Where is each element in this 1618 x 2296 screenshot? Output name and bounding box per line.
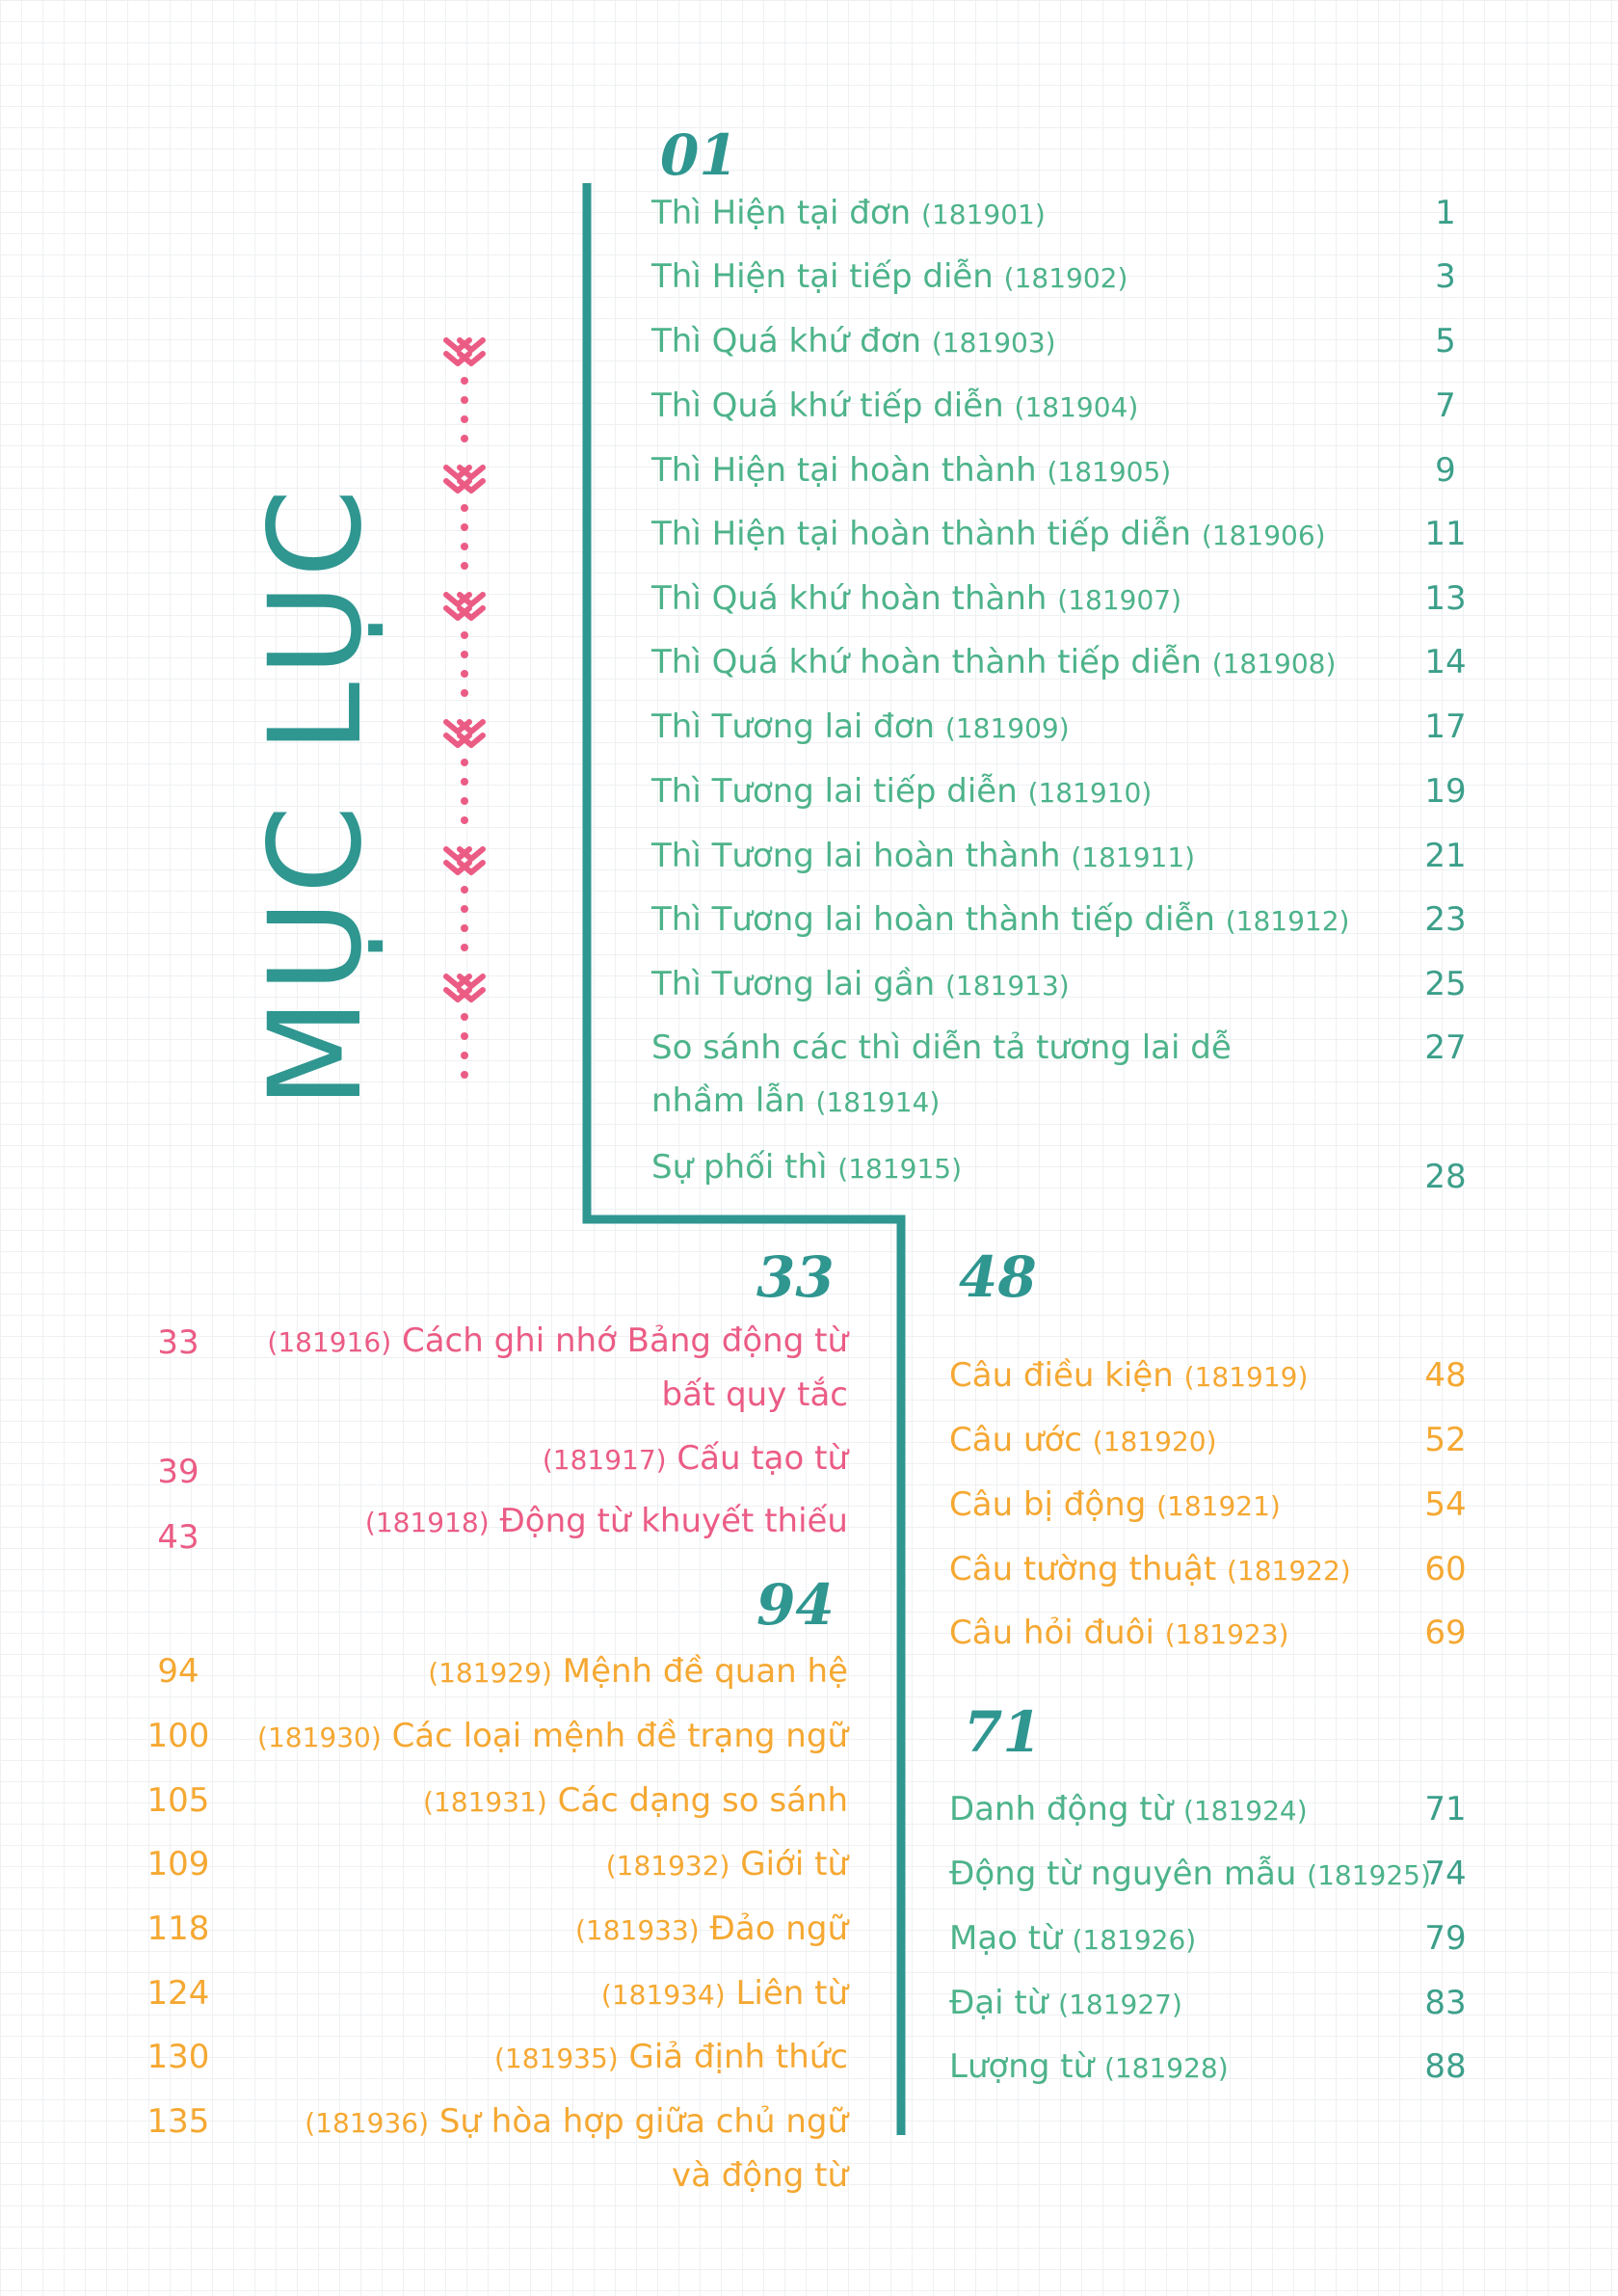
toc-entry[interactable]	[949, 1607, 1288, 1661]
entry-code: (181907)	[1057, 584, 1182, 616]
entry-title: Thì Tương lai hoàn thành	[651, 837, 1061, 875]
entry-title: Cấu tạo từ	[676, 1439, 848, 1478]
entry-title: Liên từ	[735, 1974, 848, 2013]
toc-entry[interactable]	[305, 2096, 848, 2203]
toc-entry[interactable]	[575, 1903, 848, 1957]
page-title: MỤC LỤC	[242, 483, 390, 1108]
entry-code: (181916)	[267, 1326, 392, 1358]
section-number-94: 94	[756, 1572, 835, 1638]
toc-entry[interactable]	[651, 573, 1181, 627]
entry-code: (181905)	[1047, 456, 1172, 488]
entry-title: Thì Quá khứ đơn	[651, 322, 922, 360]
entry-page: 23	[1424, 900, 1467, 939]
entry-title: Thì Quá khứ hoàn thành	[651, 579, 1048, 618]
entry-title: Các loại mệnh đề trạng ngữ	[391, 1717, 848, 1755]
entry-code: (181933)	[574, 1914, 700, 1946]
toc-entry[interactable]	[651, 251, 1127, 305]
entry-title: Câu hỏi đuôi	[949, 1614, 1154, 1652]
entry-page: 100	[146, 1717, 210, 1755]
entry-title: Các dạng so sánh	[557, 1781, 848, 1820]
entry-title-line2: nhầm lẫn	[651, 1081, 806, 1120]
entry-page: 52	[1424, 1421, 1467, 1459]
chevron-ornament	[438, 333, 496, 1094]
entry-title: Mệnh đề quan hệ	[562, 1652, 848, 1691]
entry-title: Câu bị động	[949, 1485, 1147, 1524]
entry-page: 39	[157, 1453, 199, 1491]
entry-page: 88	[1424, 2047, 1467, 2086]
entry-title-line2: và động từ	[672, 2156, 848, 2195]
toc-entry[interactable]	[651, 894, 1349, 948]
entry-page: 124	[146, 1974, 210, 2013]
entry-code: (181936)	[305, 2107, 430, 2139]
entry-code: (181927)	[1058, 1989, 1182, 2020]
entry-code: (181909)	[944, 712, 1070, 744]
entry-code: (181912)	[1225, 905, 1350, 937]
toc-entry[interactable]	[949, 1479, 1281, 1533]
entry-code: (181918)	[364, 1507, 490, 1538]
entry-page: 94	[157, 1652, 199, 1691]
section-number-71: 71	[964, 1699, 1042, 1765]
entry-title: Câu tường thuật	[949, 1550, 1217, 1589]
entry-code: (181934)	[600, 1979, 726, 2011]
entry-title: Thì Hiện tại đơn	[651, 194, 912, 232]
entry-code: (181908)	[1211, 648, 1337, 680]
entry-code: (181902)	[1003, 262, 1128, 294]
entry-title: Giả định thức	[628, 2038, 848, 2076]
toc-entry[interactable]	[651, 315, 1056, 369]
toc-entry[interactable]	[601, 1967, 848, 2021]
entry-title: Thì Tương lai tiếp diễn	[651, 772, 1018, 811]
entry-page: 25	[1424, 965, 1467, 1003]
entry-page: 28	[1424, 1158, 1467, 1196]
entry-page: 60	[1424, 1550, 1467, 1589]
entry-page: 69	[1424, 1614, 1467, 1652]
toc-entry[interactable]	[606, 1838, 848, 1892]
section-number-01: 01	[660, 122, 738, 188]
entry-code: (181901)	[921, 199, 1046, 230]
entry-code: (181913)	[944, 970, 1070, 1001]
entry-page: 71	[1424, 1790, 1467, 1829]
entry-page: 79	[1424, 1919, 1467, 1958]
entry-code: (181904)	[1014, 391, 1139, 423]
entry-page: 3	[1435, 257, 1456, 296]
entry-code: (181919)	[1183, 1361, 1309, 1393]
entry-page: 135	[146, 2102, 210, 2141]
entry-page: 14	[1424, 643, 1467, 681]
toc-entry[interactable]	[651, 958, 1070, 1012]
entry-page: 21	[1424, 837, 1467, 875]
entry-page: 19	[1424, 772, 1467, 811]
entry-page: 7	[1435, 387, 1456, 425]
entry-page: 9	[1435, 451, 1456, 490]
toc-entry[interactable]	[949, 1912, 1196, 1966]
entry-title: Thì Quá khứ hoàn thành tiếp diễn	[651, 643, 1202, 681]
entry-title: Động từ khuyết thiếu	[499, 1502, 848, 1540]
entry-page: 13	[1424, 579, 1467, 618]
entry-title-line1: Sự hòa hợp giữa chủ ngữ	[438, 2102, 848, 2141]
entry-title: Danh động từ	[949, 1790, 1174, 1829]
entry-title: Thì Tương lai hoàn thành tiếp diễn	[651, 900, 1215, 939]
entry-code: (181926)	[1072, 1924, 1197, 1956]
entry-title: Thì Tương lai đơn	[651, 707, 936, 746]
entry-page: 83	[1424, 1984, 1467, 2022]
toc-entry[interactable]	[651, 187, 1046, 241]
toc-entry[interactable]	[949, 1848, 1431, 1902]
entry-code: (181928)	[1103, 2052, 1229, 2084]
toc-entry[interactable]	[365, 1495, 848, 1549]
entry-title: Mạo từ	[949, 1919, 1062, 1958]
entry-code: (181932)	[605, 1850, 730, 1882]
entry-code: (181929)	[428, 1657, 552, 1689]
entry-title: Thì Hiện tại tiếp diễn	[651, 257, 994, 296]
entry-title: Câu điều kiện	[949, 1356, 1174, 1395]
entry-code: (181923)	[1164, 1618, 1289, 1650]
toc-entry[interactable]	[257, 1710, 848, 1764]
entry-code: (181925)	[1307, 1859, 1431, 1891]
toc-entry[interactable]	[267, 1315, 848, 1422]
entry-page: 54	[1424, 1485, 1467, 1524]
toc-entry[interactable]	[651, 765, 1152, 819]
entry-title-line1: So sánh các thì diễn tả tương lai dễ	[651, 1028, 1232, 1067]
entry-title: Thì Hiện tại hoàn thành tiếp diễn	[651, 515, 1192, 553]
toc-entry[interactable]	[949, 1543, 1351, 1597]
entry-code: (181930)	[257, 1722, 382, 1753]
entry-page: 48	[1424, 1356, 1467, 1395]
entry-page: 17	[1424, 707, 1467, 746]
entry-code: (181915)	[837, 1153, 962, 1185]
entry-title: Động từ nguyên mẫu	[949, 1855, 1297, 1893]
entry-code: (181917)	[542, 1444, 667, 1476]
entry-page: 109	[146, 1845, 210, 1883]
toc-entry[interactable]	[949, 1349, 1308, 1403]
entry-page: 118	[146, 1909, 210, 1948]
toc-entry[interactable]	[651, 830, 1195, 884]
toc-entry[interactable]	[949, 1414, 1217, 1468]
entry-title: Thì Tương lai gần	[651, 965, 936, 1003]
entry-code: (181914)	[815, 1086, 941, 1118]
section-number-48: 48	[959, 1244, 1037, 1310]
toc-entry[interactable]	[543, 1432, 848, 1486]
entry-code: (181906)	[1201, 520, 1326, 551]
toc-entry[interactable]	[651, 508, 1326, 562]
toc-entry[interactable]	[494, 2031, 848, 2085]
entry-page: 11	[1424, 515, 1467, 553]
entry-page: 5	[1435, 322, 1456, 360]
entry-title-line1: Cách ghi nhớ Bảng động từ	[401, 1322, 848, 1360]
toc-entry[interactable]	[651, 636, 1336, 690]
entry-code: (181935)	[493, 2042, 619, 2074]
entry-page: 43	[157, 1518, 199, 1557]
entry-title: Giới từ	[740, 1845, 848, 1883]
entry-code: (181920)	[1092, 1426, 1217, 1457]
entry-title: Đảo ngữ	[709, 1909, 848, 1948]
toc-entry[interactable]	[949, 1783, 1308, 1837]
entry-page: 33	[157, 1323, 199, 1362]
entry-code: (181903)	[931, 327, 1056, 359]
entry-title: Câu ước	[949, 1421, 1082, 1459]
toc-entry[interactable]	[651, 1141, 962, 1195]
toc-entry[interactable]	[423, 1775, 848, 1829]
entry-code: (181924)	[1182, 1795, 1308, 1827]
section-number-33: 33	[756, 1244, 835, 1310]
toc-entry[interactable]	[651, 701, 1070, 755]
toc-entry[interactable]	[651, 1022, 1232, 1129]
entry-code: (181911)	[1071, 841, 1196, 873]
entry-title: Đại từ	[949, 1984, 1048, 2022]
entry-code: (181910)	[1027, 777, 1153, 809]
entry-title: Lượng từ	[949, 2047, 1095, 2086]
entry-code: (181922)	[1226, 1555, 1351, 1587]
toc-entry[interactable]	[651, 444, 1171, 498]
entry-page: 27	[1424, 1028, 1467, 1067]
entry-title: Thì Hiện tại hoàn thành	[651, 451, 1037, 490]
entry-page: 130	[146, 2038, 210, 2076]
entry-title: Thì Quá khứ tiếp diễn	[651, 387, 1004, 425]
toc-entry[interactable]	[428, 1645, 848, 1699]
toc-entry[interactable]	[949, 2041, 1229, 2095]
entry-page: 74	[1424, 1855, 1467, 1893]
entry-code: (181931)	[423, 1786, 547, 1818]
entry-title-line2: bất quy tắc	[661, 1375, 848, 1414]
toc-entry[interactable]	[949, 1977, 1182, 2031]
entry-title: Sự phối thì	[651, 1148, 828, 1187]
entry-code: (181921)	[1156, 1490, 1281, 1522]
entry-page: 105	[146, 1781, 210, 1820]
toc-entry[interactable]	[651, 380, 1138, 434]
entry-page: 1	[1435, 194, 1456, 232]
